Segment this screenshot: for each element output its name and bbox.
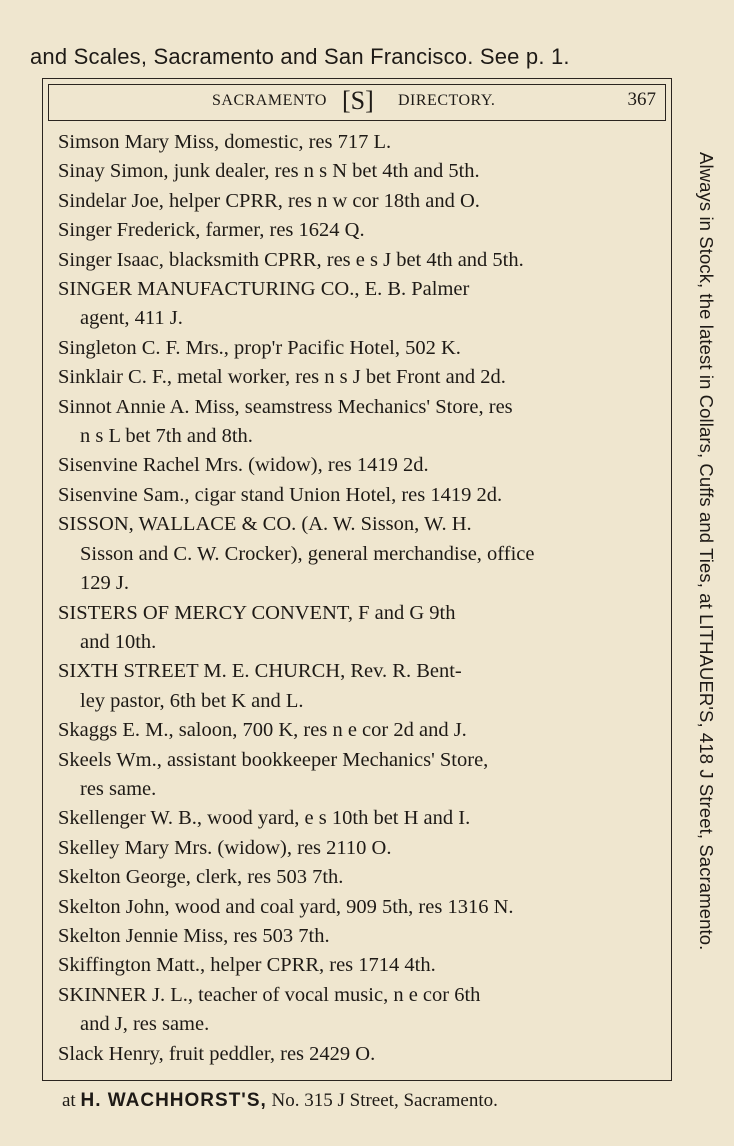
entry-first-line: Sisenvine Sam., cigar stand Union Hotel, res 1419 2d.: [58, 483, 503, 506]
entry-first-line: Skelley Mary Mrs. (widow), res 2110 O.: [58, 836, 392, 859]
list-item: [58, 157, 658, 186]
directory-entries: [58, 128, 658, 1069]
entry-continuation-line: and J, res same.: [80, 1013, 210, 1036]
list-item: [58, 893, 658, 922]
entry-continuation-line: Sisson and C. W. Crocker), general merchandise, office: [80, 542, 535, 565]
entry-continuation-line: res same.: [80, 777, 157, 800]
list-item: [58, 393, 658, 452]
list-item: [58, 863, 658, 892]
entry-first-line: Sindelar Joe, helper CPRR, res n w cor 18th and O.: [58, 189, 480, 212]
list-item: [58, 216, 658, 245]
entry-first-line: Skelton George, clerk, res 503 7th.: [58, 866, 344, 889]
entry-first-line: Skaggs E. M., saloon, 700 K, res n e cor 2d and J.: [58, 719, 467, 742]
list-item: [58, 981, 658, 1040]
list-item: [58, 275, 658, 334]
list-item: [58, 128, 658, 157]
list-item: [58, 746, 658, 805]
entry-first-line: Sinklair C. F., metal worker, res n s J bet Front and 2d.: [58, 366, 506, 389]
entry-first-line: SISTERS OF MERCY CONVENT, F and G 9th: [58, 601, 456, 624]
list-item: [58, 657, 658, 716]
side-advertisement: [691, 152, 721, 982]
entry-first-line: Skelton John, wood and coal yard, 909 5th, res 1316 N.: [58, 895, 514, 918]
entry-first-line: Slack Henry, fruit peddler, res 2429 O.: [58, 1042, 376, 1065]
list-item: [58, 1040, 658, 1069]
entry-continuation-line: 129 J.: [80, 572, 129, 595]
running-head: [48, 86, 666, 121]
entry-continuation-line: and 10th.: [80, 630, 157, 653]
entry-first-line: Skelton Jennie Miss, res 503 7th.: [58, 924, 330, 947]
running-head-letter: [S]: [342, 86, 374, 115]
list-item: [58, 951, 658, 980]
entry-first-line: Singleton C. F. Mrs., prop'r Pacific Hotel, 502 K.: [58, 336, 461, 359]
entry-first-line: Skeels Wm., assistant bookkeeper Mechanics' Store,: [58, 748, 489, 771]
list-item: [58, 804, 658, 833]
running-head-title: DIRECTORY.: [398, 92, 496, 109]
bottom-advertisement: [62, 1090, 682, 1112]
entry-first-line: SIXTH STREET M. E. CHURCH, Rev. R. Bent-: [58, 660, 462, 683]
entry-first-line: Sinnot Annie A. Miss, seamstress Mechanics' Store, res: [58, 395, 513, 418]
entry-continuation-line: agent, 411 J.: [80, 307, 183, 330]
list-item: [58, 716, 658, 745]
list-item: [58, 334, 658, 363]
entry-first-line: SKINNER J. L., teacher of vocal music, n e cor 6th: [58, 983, 481, 1006]
list-item: [58, 481, 658, 510]
list-item: [58, 834, 658, 863]
entry-first-line: SISSON, WALLACE & CO. (A. W. Sisson, W. H.: [58, 513, 472, 536]
entry-first-line: Sisenvine Rachel Mrs. (widow), res 1419 2d.: [58, 454, 429, 477]
list-item: [58, 451, 658, 480]
list-item: [58, 599, 658, 658]
list-item: [58, 510, 658, 598]
list-item: [58, 246, 658, 275]
top-advertisement: and Scales, Sacramento and San Francisco. See p. 1.: [30, 44, 570, 69]
page-number: 367: [627, 89, 656, 110]
bottom-ad-prefix: at: [62, 1090, 76, 1111]
entry-continuation-line: ley pastor, 6th bet K and L.: [80, 689, 304, 712]
entry-first-line: Singer Frederick, farmer, res 1624 Q.: [58, 219, 365, 242]
entry-first-line: Sinay Simon, junk dealer, res n s N bet 4th and 5th.: [58, 160, 480, 183]
entry-continuation-line: n s L bet 7th and 8th.: [80, 425, 253, 448]
entry-first-line: Skiffington Matt., helper CPRR, res 1714 4th.: [58, 954, 436, 977]
list-item: [58, 187, 658, 216]
entry-first-line: Simson Mary Miss, domestic, res 717 L.: [58, 131, 392, 153]
side-advertisement-text: Always in Stock, the latest in Collars, Cuffs and Ties, at LITHAUER'S, 418 J Street, Sacramento.: [696, 152, 717, 951]
entry-first-line: SINGER MANUFACTURING CO., E. B. Palmer: [58, 278, 470, 301]
running-head-city: SACRAMENTO: [212, 92, 327, 109]
bottom-ad-address: No. 315 J Street, Sacramento.: [271, 1090, 498, 1111]
entry-first-line: Skellenger W. B., wood yard, e s 10th bet H and I.: [58, 807, 471, 830]
list-item: [58, 922, 658, 951]
list-item: [58, 363, 658, 392]
entry-first-line: Singer Isaac, blacksmith CPRR, res e s J bet 4th and 5th.: [58, 248, 524, 271]
bottom-ad-brand: H. WACHHORST'S,: [80, 1090, 267, 1111]
